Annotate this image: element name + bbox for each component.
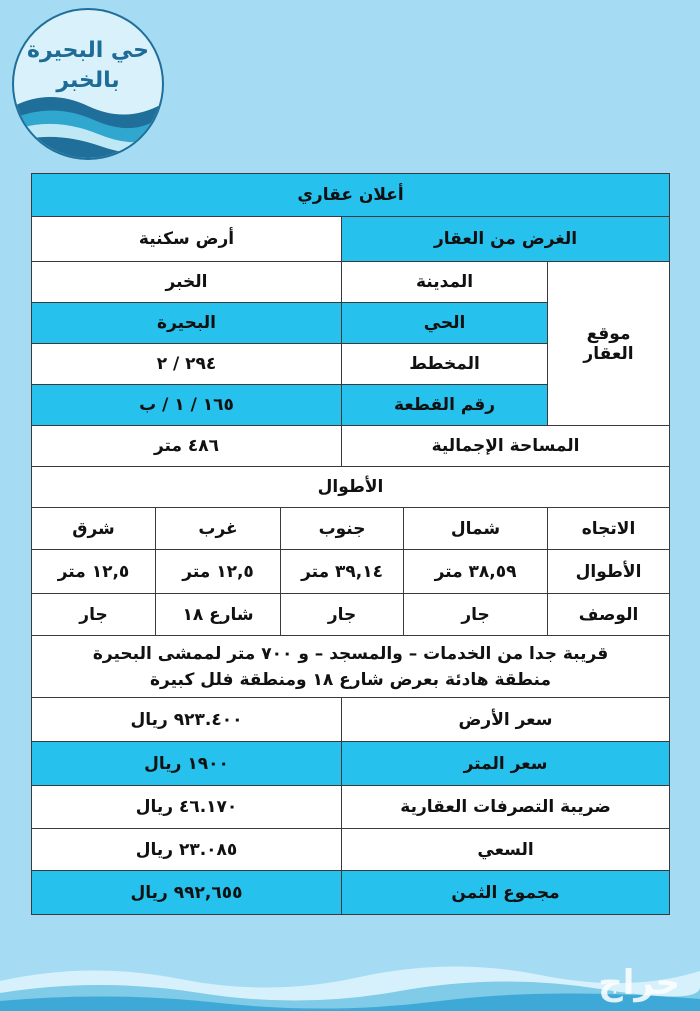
lengths-row: [32, 550, 670, 594]
total-price-label: مجموع الثمن: [342, 871, 670, 915]
south-length: ٣٩,١٤ متر: [281, 550, 404, 594]
commission-label: السعي: [342, 829, 670, 871]
price-row-total: [32, 871, 670, 915]
location-group-label: [548, 262, 670, 426]
notes-row: [32, 636, 670, 698]
haraj-watermark: حراج: [598, 963, 680, 1003]
notes-line-2: منطقة هادئة بعرض شارع ١٨ ومنطقة فلل كبيرة: [149, 669, 552, 690]
dimensions-heading: الأطوال: [32, 467, 670, 508]
total-area-label: المساحة الإجمالية: [342, 426, 670, 467]
logo-line-1: حي البحيرة: [26, 38, 150, 63]
ad-title: أعلان عقاري: [32, 174, 670, 217]
description-label: الوصف: [548, 594, 670, 636]
location-group-label-line-2: العقار: [583, 343, 634, 364]
district-value: البحيرة: [32, 303, 342, 344]
logo-line-2: بالخبر: [56, 68, 120, 93]
city-label: المدينة: [342, 262, 548, 303]
tax-value: ٤٦.١٧٠ ريال: [32, 786, 342, 829]
lengths-label: الأطوال: [548, 550, 670, 594]
property-ad-table: [31, 173, 670, 915]
wave-icon: [14, 10, 162, 158]
city-value: الخبر: [32, 262, 342, 303]
price-row-meter: [32, 742, 670, 786]
price-row-commission: [32, 829, 670, 871]
area-row: [32, 426, 670, 467]
land-price-value: ٩٢٣.٤٠٠ ريال: [32, 698, 342, 742]
tax-label: ضريبة التصرفات العقارية: [342, 786, 670, 829]
notes-line-1: قريبة جدا من الخدمات – والمسجد – و ٧٠٠ متر لممشى البحيرة: [92, 643, 609, 664]
south-description: جار: [281, 594, 404, 636]
location-group-label-line-1: موقع: [586, 323, 631, 344]
location-row-city: [32, 262, 670, 303]
north-length: ٣٨,٥٩ متر: [404, 550, 548, 594]
south-header: جنوب: [281, 508, 404, 550]
logo: [12, 8, 164, 160]
purpose-label: الغرض من العقار: [342, 217, 670, 262]
plan-value: ٢٩٤ / ٢: [32, 344, 342, 385]
total-area-value: ٤٨٦ متر: [32, 426, 342, 467]
east-header: شرق: [32, 508, 156, 550]
east-length: ١٢,٥ متر: [32, 550, 156, 594]
district-label: الحي: [342, 303, 548, 344]
west-length: ١٢,٥ متر: [156, 550, 281, 594]
dimensions-heading-row: [32, 467, 670, 508]
plan-label: المخطط: [342, 344, 548, 385]
purpose-value: أرض سكنية: [32, 217, 342, 262]
meter-price-label: سعر المتر: [342, 742, 670, 786]
meter-price-value: ١٩٠٠ ريال: [32, 742, 342, 786]
purpose-row: [32, 217, 670, 262]
land-price-label: سعر الأرض: [342, 698, 670, 742]
north-description: جار: [404, 594, 548, 636]
west-header: غرب: [156, 508, 281, 550]
east-description: جار: [32, 594, 156, 636]
property-notes: [32, 636, 670, 698]
direction-header: الاتجاه: [548, 508, 670, 550]
west-description: شارع ١٨: [156, 594, 281, 636]
plot-number-value: ١٦٥ / ١ / ب: [32, 385, 342, 426]
title-row: [32, 174, 670, 217]
north-header: شمال: [404, 508, 548, 550]
price-row-tax: [32, 786, 670, 829]
total-price-value: ٩٩٢,٦٥٥ ريال: [32, 871, 342, 915]
dimensions-header-row: [32, 508, 670, 550]
price-row-land: [32, 698, 670, 742]
description-row: [32, 594, 670, 636]
footer-wave-decoration: [0, 941, 700, 1011]
commission-value: ٢٣.٠٨٥ ريال: [32, 829, 342, 871]
plot-number-label: رقم القطعة: [342, 385, 548, 426]
